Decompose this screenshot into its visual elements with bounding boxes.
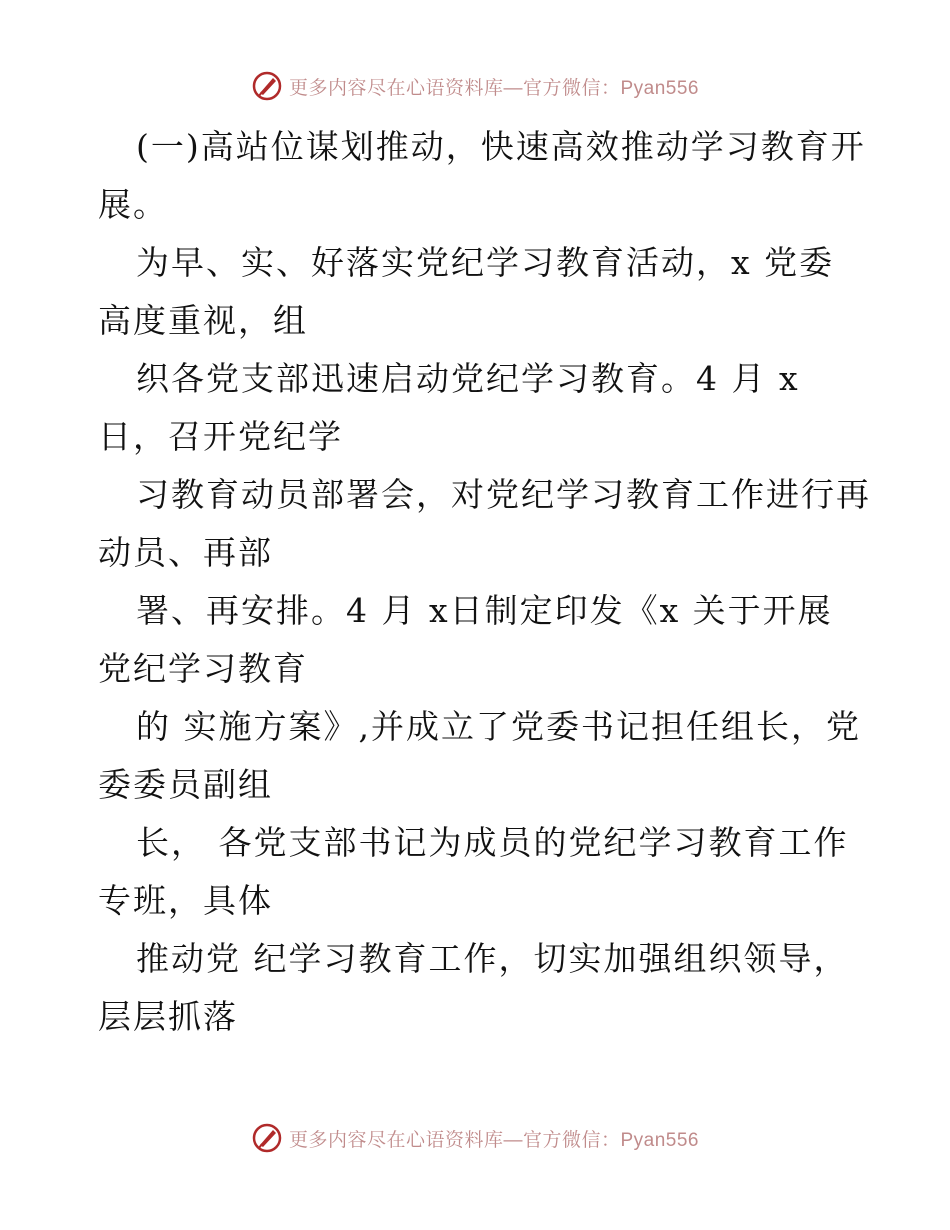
paragraph-line: 动员、再部 [98, 533, 273, 572]
paragraph-line: 层层抓落 [98, 997, 238, 1036]
paragraph-line: 署、再安排。4 月 x日制定印发《x 关于开展 [136, 591, 833, 630]
footer-banner-text: 更多内容尽在心语资料库—官方微信：Pyan556 [288, 1129, 699, 1151]
paragraph-line: 推动党 纪学习教育工作，切实加强组织领导， [136, 939, 849, 978]
paragraph-line: 日，召开党纪学 [98, 417, 343, 456]
paragraph-line: 长， 各党支部书记为成员的党纪学习教育工作 [136, 823, 849, 862]
paragraph-line: 习教育动员部署会，对党纪学习教育工作进行再 [136, 475, 871, 514]
header-banner-text: 更多内容尽在心语资料库—官方微信：Pyan556 [288, 77, 699, 99]
paragraph-line: 专班，具体 [98, 881, 273, 920]
quill-logo-icon [251, 1122, 283, 1154]
paragraph-line: 的 实施方案》,并成立了党委书记担任组长，党 [136, 707, 861, 746]
paragraph-line: 织各党支部迅速启动党纪学习教育。4 月 x [136, 359, 800, 398]
paragraph-line: 高度重视，组 [98, 301, 308, 340]
footer-banner [0, 1122, 950, 1154]
paragraph-line: (一)高站位谋划推动，快速高效推动学习教育开 [136, 127, 866, 166]
quill-logo-icon [251, 70, 283, 102]
header-banner [0, 70, 950, 102]
document-body [98, 118, 871, 1046]
paragraph-line: 委委员副组 [98, 765, 273, 804]
paragraph-line: 为早、实、好落实党纪学习教育活动，x 党委 [136, 243, 835, 282]
paragraph-line: 党纪学习教育 [98, 649, 308, 688]
paragraph-line: 展。 [98, 185, 168, 224]
